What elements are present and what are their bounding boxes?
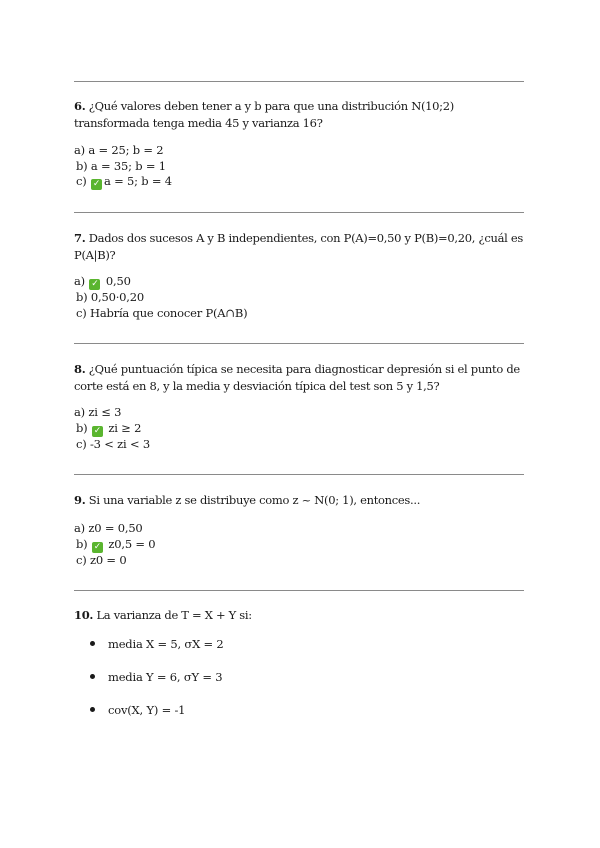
- option-label: c): [76, 305, 87, 320]
- option-c: [74, 306, 247, 322]
- check-mark-icon: ✓: [91, 279, 99, 289]
- list-item-text: cov(X, Y) = -1: [108, 703, 186, 717]
- bullet-icon: [90, 674, 95, 679]
- divider: [74, 343, 524, 344]
- question-text: La varianza de T = X + Y si:: [96, 608, 252, 622]
- option-a: [74, 143, 172, 159]
- options-7: [74, 274, 247, 321]
- question-number: 8.: [74, 362, 86, 376]
- option-c: [74, 553, 155, 569]
- option-text: -3 < zi < 3: [90, 436, 150, 451]
- option-b: [74, 421, 150, 437]
- option-label: b): [76, 536, 88, 551]
- list-item: [90, 669, 224, 702]
- option-text: 0,50: [105, 274, 131, 288]
- divider: [74, 212, 524, 213]
- option-label: b): [76, 420, 88, 435]
- question-10: [74, 607, 524, 624]
- options-8: [74, 405, 150, 452]
- option-c: [74, 174, 172, 190]
- option-a: [74, 521, 155, 537]
- question-text: Si una variable z se distribuye como z ~ N(0; 1), entonces...: [88, 493, 421, 507]
- option-a: [74, 405, 150, 421]
- question-number: 10.: [74, 608, 94, 622]
- divider: [74, 81, 524, 82]
- option-text: z0 = 0,50: [88, 521, 143, 535]
- option-label: b): [76, 158, 88, 173]
- option-label: c): [76, 174, 87, 188]
- question-9: [74, 492, 524, 509]
- option-text: Habría que conocer P(A∩B): [90, 305, 248, 320]
- option-b: [74, 537, 155, 553]
- divider: [74, 590, 524, 591]
- option-text: zi ≥ 2: [108, 420, 142, 435]
- check-mark-icon: ✓: [93, 425, 102, 436]
- question-6: [74, 98, 524, 132]
- option-label: c): [76, 436, 87, 451]
- question-text: ¿Qué puntuación típica se necesita para diagnosticar depresión si el punto de corte está en 8, y la media y desviación típica del test son 5 y 1,5?: [74, 362, 520, 393]
- question-text: ¿Qué valores deben tener a y b para que una distribución N(10;2) transformada tenga media 45 y varianza 16?: [74, 99, 454, 130]
- option-a: [74, 274, 247, 290]
- option-text: a = 5; b = 4: [104, 174, 172, 188]
- option-label: b): [76, 290, 88, 304]
- check-mark-icon: ✓: [93, 541, 102, 552]
- question-8: [74, 361, 524, 395]
- option-label: a): [74, 274, 85, 288]
- option-label: a): [74, 521, 85, 535]
- question-number: 6.: [74, 99, 86, 113]
- option-label: a): [74, 143, 85, 157]
- option-label: c): [76, 552, 87, 567]
- check-mark-icon: ✓: [92, 179, 101, 189]
- question-7: [74, 230, 524, 264]
- option-text: z0 = 0: [90, 552, 127, 567]
- list-item-text: media X = 5, σX = 2: [108, 637, 224, 651]
- options-6: [74, 143, 172, 190]
- option-text: zi ≤ 3: [88, 405, 122, 419]
- option-text: z0,5 = 0: [108, 536, 156, 551]
- option-c: [74, 437, 150, 453]
- divider: [74, 474, 524, 475]
- list-item: [90, 636, 224, 669]
- bullet-icon: [90, 641, 95, 646]
- bullet-icon: [90, 707, 95, 712]
- option-text: a = 25; b = 2: [88, 143, 164, 157]
- condition-list: [90, 636, 224, 735]
- options-9: [74, 521, 155, 568]
- question-number: 9.: [74, 493, 86, 507]
- question-number: 7.: [74, 231, 86, 245]
- option-b: [74, 290, 247, 306]
- list-item-text: media Y = 6, σY = 3: [108, 670, 223, 684]
- option-b: [74, 159, 172, 175]
- option-text: 0,50·0,20: [90, 290, 144, 304]
- question-text: Dados dos sucesos A y B independientes, con P(A)=0,50 y P(B)=0,20, ¿cuál es P(A|B)?: [74, 231, 524, 262]
- list-item: [90, 702, 224, 735]
- option-label: a): [74, 405, 85, 419]
- option-text: a = 35; b = 1: [90, 158, 166, 173]
